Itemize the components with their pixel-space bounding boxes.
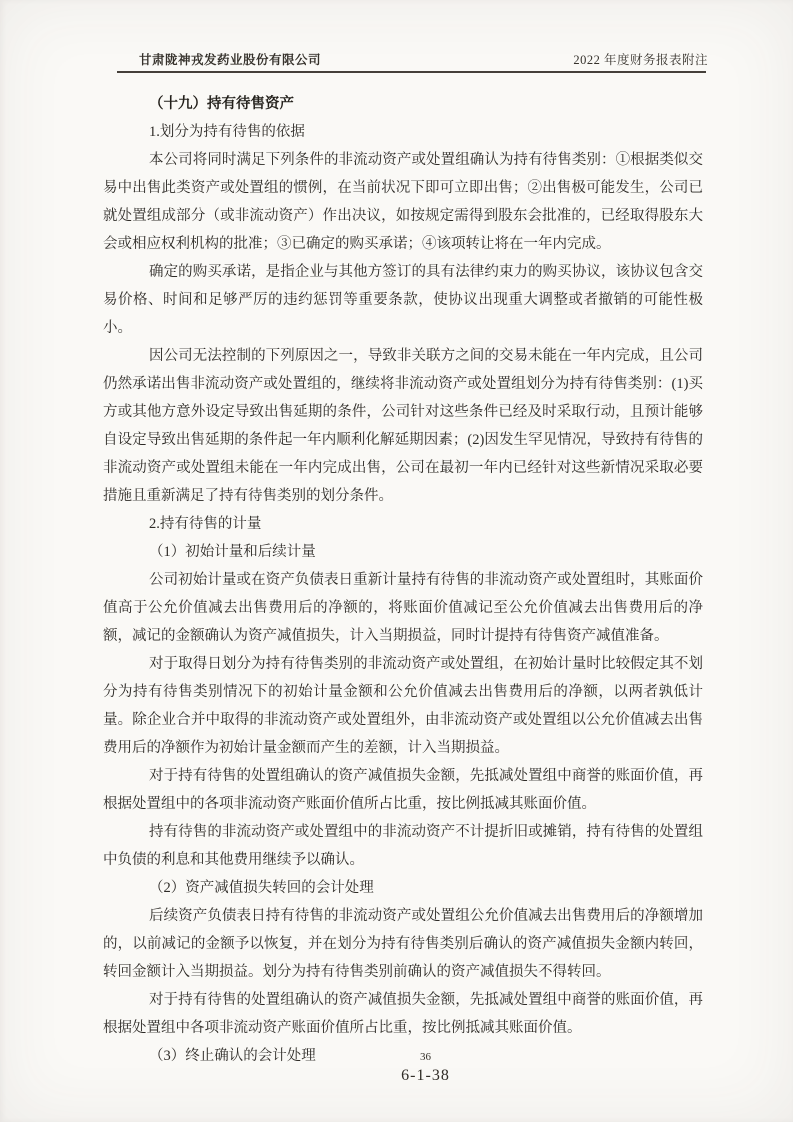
company-name: 甘肃陇神戎发药业股份有限公司 <box>139 53 322 67</box>
header-divider <box>117 71 706 73</box>
body-paragraph: 本公司将同时满足下列条件的非流动资产或处置组确认为持有待售类别：①根据类似交易中出售此类资产或处置组的惯例，在当前状况下即可立即出售；②出售极可能发生，公司已就处置组成部分（或非流动资产）作出决议，如按规定需得到股东会批准的，已经取得股东大会或相应权利机构的批准；③已确定的购买承诺；④该项转让将在一年内完成。 <box>103 152 703 252</box>
subsection-heading: （2）资产减值损失转回的会计处理 <box>149 880 374 896</box>
body-paragraph: 对于持有待售的处置组确认的资产减值损失金额，先抵减处置组中商誉的账面价值，再根据处置组中各项非流动资产账面价值所占比重，按比例抵减其账面价值。 <box>103 992 703 1036</box>
body-paragraph: 对于持有待售的处置组确认的资产减值损失金额，先抵减处置组中商誉的账面价值，再根据处置组中的各项非流动资产账面价值所占比重，按比例抵减其账面价值。 <box>103 768 703 812</box>
document-page-code: 6-1-38 <box>401 1067 450 1084</box>
section-heading: （十九）持有待售资产 <box>149 96 294 112</box>
body-paragraph: 持有待售的非流动资产或处置组中的非流动资产不计提折旧或摊销，持有待售的处置组中负债的利息和其他费用继续予以确认。 <box>103 824 703 868</box>
body-paragraph: 对于取得日划分为持有待售类别的非流动资产或处置组，在初始计量时比较假定其不划分为持有待售类别情况下的初始计量金额和公允价值减去出售费用后的净额，以两者孰低计量。除企业合并中取得的非流动资产或处置组外，由非流动资产或处置组以公允价值减去出售费用后的净额作为初始计量金额而产生的差额，计入当期损益。 <box>103 656 703 756</box>
report-title: 2022 年度财务报表附注 <box>573 53 708 67</box>
document-body <box>103 90 703 1070</box>
page-number: 36 <box>420 1051 431 1063</box>
body-paragraph: 后续资产负债表日持有待售的非流动资产或处置组公允价值减去出售费用后的净额增加的，以前减记的金额予以恢复，并在划分为持有待售类别后确认的资产减值损失金额内转回，转回金额计入当期损益。划分为持有待售类别前确认的资产减值损失不得转回。 <box>103 908 703 980</box>
subsection-heading: 2.持有待售的计量 <box>149 516 262 532</box>
body-paragraph: 确定的购买承诺，是指企业与其他方签订的具有法律约束力的购买协议，该协议包含交易价格、时间和足够严厉的违约惩罚等重要条款，使协议出现重大调整或者撤销的可能性极小。 <box>103 264 703 336</box>
body-paragraph: 因公司无法控制的下列原因之一，导致非关联方之间的交易未能在一年内完成，且公司仍然承诺出售非流动资产或处置组的，继续将非流动资产或处置组划分为持有待售类别：(1)买方或其他方意外设定导致出售延期的条件，公司针对这些条件已经及时采取行动，且预计能够自设定导致出售延期的条件起一年内顺利化解延期因素；(2)因发生罕见情况，导致持有待售的非流动资产或处置组未能在一年内完成出售，公司在最初一年内已经针对这些新情况采取必要措施且重新满足了持有待售类别的划分条件。 <box>103 348 703 504</box>
body-paragraph: 公司初始计量或在资产负债表日重新计量持有待售的非流动资产或处置组时，其账面价值高于公允价值减去出售费用后的净额的，将账面价值减记至公允价值减去出售费用后的净额，减记的金额确认为资产减值损失，计入当期损益，同时计提持有待售资产减值准备。 <box>103 572 703 644</box>
subsection-heading: （1）初始计量和后续计量 <box>149 544 316 560</box>
page-header <box>103 50 708 70</box>
subsection-heading: 1.划分为持有待售的依据 <box>149 124 305 140</box>
subsection-heading: （3）终止确认的会计处理 <box>149 1048 316 1064</box>
